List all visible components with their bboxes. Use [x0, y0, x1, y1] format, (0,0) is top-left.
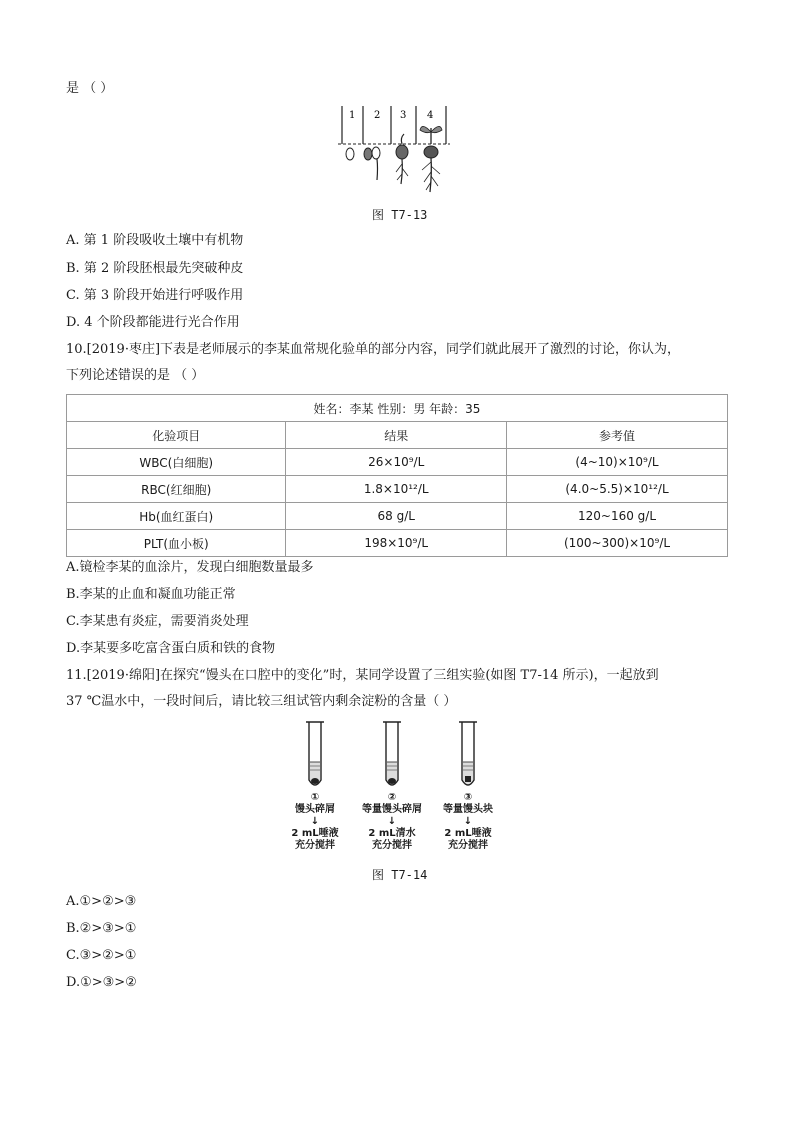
q11-stem-line2: 37 ℃温水中，一段时间后，请比较三组试管内剩余淀粉的含量（ ） [66, 694, 457, 709]
seed-germination-figure [336, 104, 452, 194]
tube-1-arrow: ↓ [310, 816, 320, 827]
tube-2-number: ② [387, 792, 397, 803]
q9-option-b: B. 第 2 阶段胚根最先突破种皮 [66, 261, 244, 276]
tube-2-action: 充分搅拌 [372, 840, 412, 851]
tube-3-action: 充分搅拌 [448, 840, 488, 851]
tube-3-labels [423, 792, 513, 852]
q10-option-a: A.镜检李某的血涂片，发现白细胞数量最多 [66, 560, 314, 575]
tube-2-content: 等量馒头碎屑 [362, 804, 422, 815]
table-column-header-row [67, 422, 728, 449]
q10-option-c: C.李某患有炎症，需要消炎处理 [66, 614, 249, 629]
column-header-reference: 参考值 [507, 422, 728, 449]
row-item: RBC(红细胞) [67, 476, 286, 503]
row-result: 198×10⁹/L [286, 530, 507, 557]
row-item: WBC(白细胞) [67, 449, 286, 476]
q9-option-a: A. 第 1 阶段吸收土壤中有机物 [66, 233, 244, 248]
q10-stem-line1: 10.[2019·枣庄]下表是老师展示的李某血常规化验单的部分内容，同学们就此展开了激烈的讨论，你认为， [66, 342, 681, 357]
table-row [67, 449, 728, 476]
table-row [67, 476, 728, 503]
figure-caption-t7-14: 图 T7-14 [372, 868, 428, 882]
tube-3-arrow: ↓ [463, 816, 473, 827]
q9-option-c: C. 第 3 阶段开始进行呼吸作用 [66, 288, 244, 303]
blood-test-table [66, 394, 728, 557]
patient-info-cell: 姓名：李某 性别：男 年龄：35 [67, 395, 728, 422]
q11-stem-line1: 11.[2019·绵阳]在探究“馒头在口腔中的变化”时，某同学设置了三组实验(如图 T7-14 所示)，一起放到 [66, 668, 659, 683]
tube-1-number: ① [310, 792, 320, 803]
test-tubes-figure [300, 718, 490, 792]
tube-1-action: 充分搅拌 [295, 840, 335, 851]
row-result: 68 g/L [286, 503, 507, 530]
row-item: PLT(血小板) [67, 530, 286, 557]
stage-label-4: 4 [427, 110, 434, 121]
q9-stem-tail: 是 （ ） [66, 81, 114, 96]
q10-option-b: B.李某的止血和凝血功能正常 [66, 587, 236, 602]
table-header-row [67, 395, 728, 422]
column-header-result: 结果 [286, 422, 507, 449]
table-row [67, 530, 728, 557]
row-reference: (100~300)×10⁹/L [507, 530, 728, 557]
q10-stem-line2: 下列论述错误的是 （ ） [66, 368, 205, 383]
row-reference: (4.0~5.5)×10¹²/L [507, 476, 728, 503]
test-tube-3 [459, 722, 477, 785]
tube-2-liquid: 2 mL清水 [368, 828, 416, 839]
q10-option-d: D.李某要多吃富含蛋白质和铁的食物 [66, 641, 276, 656]
q11-option-c: C.③>②>① [66, 948, 137, 963]
q11-option-d: D.①>③>② [66, 975, 137, 990]
q9-option-d: D. 4 个阶段都能进行光合作用 [66, 315, 240, 330]
stage-label-1: 1 [349, 110, 356, 121]
row-result: 26×10⁹/L [286, 449, 507, 476]
row-result: 1.8×10¹²/L [286, 476, 507, 503]
tube-3-content: 等量馒头块 [443, 804, 493, 815]
stage-label-3: 3 [400, 110, 407, 121]
column-header-item: 化验项目 [67, 422, 286, 449]
row-item: Hb(血红蛋白) [67, 503, 286, 530]
figure-caption-t7-13: 图 T7-13 [372, 208, 428, 222]
tube-2-arrow: ↓ [387, 816, 397, 827]
test-tube-1 [306, 722, 324, 785]
tube-3-liquid: 2 mL唾液 [444, 828, 492, 839]
tube-3-number: ③ [463, 792, 473, 803]
row-reference: 120~160 g/L [507, 503, 728, 530]
q11-option-a: A.①>②>③ [66, 894, 137, 909]
table-row [67, 503, 728, 530]
test-tube-2 [383, 722, 401, 785]
stage-label-2: 2 [374, 110, 381, 121]
tube-1-liquid: 2 mL唾液 [291, 828, 339, 839]
q11-option-b: B.②>③>① [66, 921, 137, 936]
row-reference: (4~10)×10⁹/L [507, 449, 728, 476]
tube-1-content: 馒头碎屑 [295, 804, 335, 815]
